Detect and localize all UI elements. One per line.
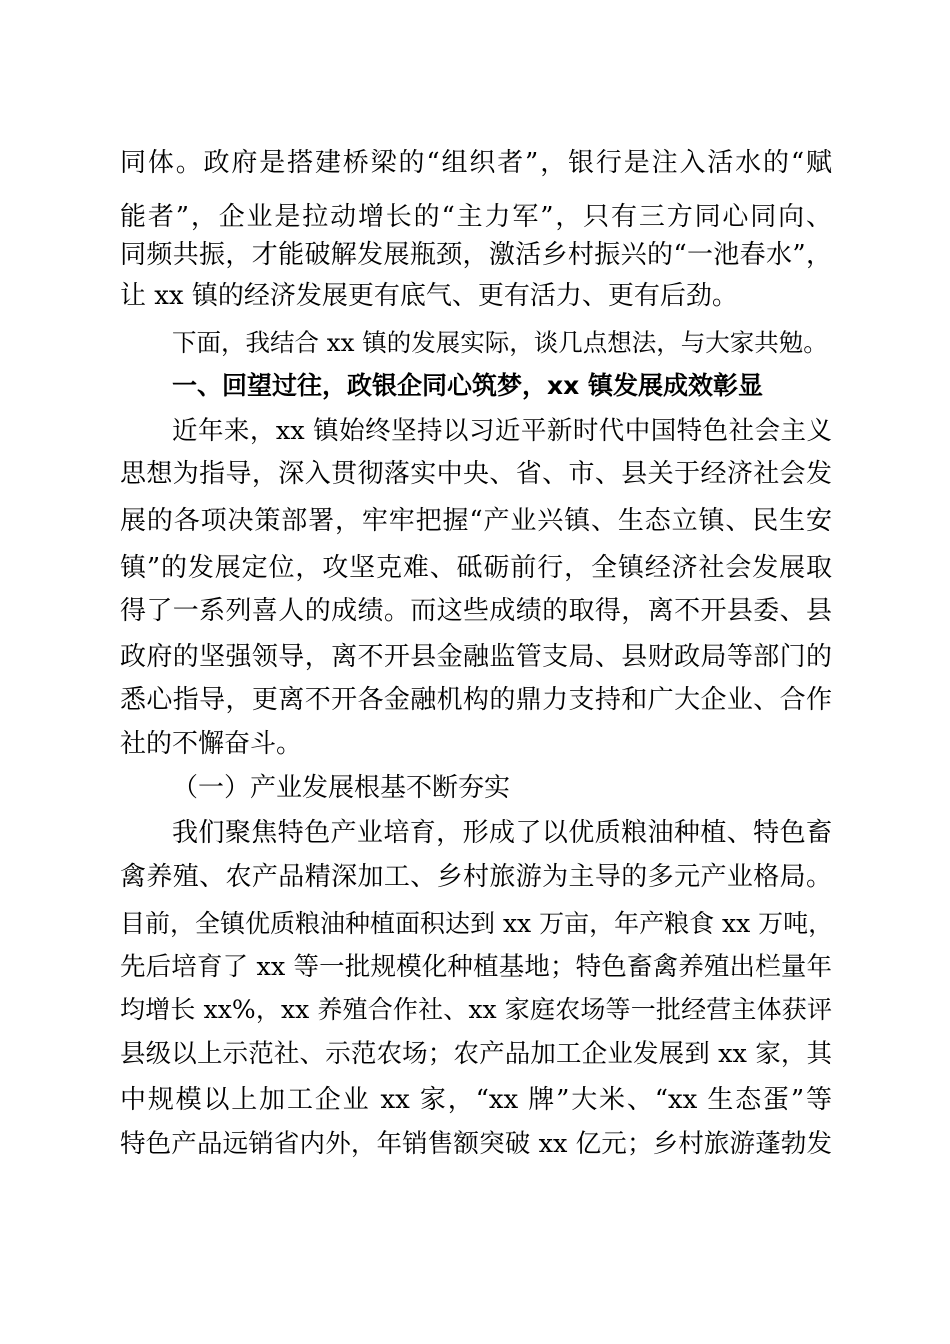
paragraph-line: 展的各项决策部署，牢牢把握“产业兴镇、生态立镇、民生安	[120, 506, 832, 536]
subsection-heading: （一）产业发展根基不断夯实	[172, 773, 511, 803]
paragraph-line: 下面，我结合 xx 镇的发展实际，谈几点想法，与大家共勉。	[172, 328, 828, 357]
paragraph-line: 我们聚焦特色产业培育，形成了以优质粮油种植、特色畜	[172, 818, 832, 848]
paragraph-line: 县级以上示范社、示范农场；农产品加工企业发展到 xx 家，其	[120, 1039, 832, 1069]
paragraph-line: 先后培育了 xx 等一批规模化种植基地；特色畜禽养殖出栏量年	[120, 952, 832, 982]
paragraph-line: 目前，全镇优质粮油种植面积达到 xx 万亩，年产粮食 xx 万吨，	[120, 909, 834, 938]
paragraph-line: 同频共振，才能破解发展瓶颈，激活乡村振兴的“一池春水”，	[120, 240, 832, 270]
paragraph-line: 能者”，企业是拉动增长的“主力军”，只有三方同心同向、	[120, 202, 832, 232]
paragraph-line: 中规模以上加工企业 xx 家，“xx 牌”大米、“xx 生态蛋”等	[120, 1085, 832, 1115]
paragraph-line: 同体。政府是搭建桥梁的“组织者”，银行是注入活水的“赋	[120, 148, 832, 178]
section-heading: 一、回望过往，政银企同心筑梦，xx 镇发展成效彰显	[172, 371, 763, 400]
paragraph-line: 让 xx 镇的经济发展更有底气、更有活力、更有后劲。	[120, 281, 738, 311]
paragraph-line: 近年来，xx 镇始终坚持以习近平新时代中国特色社会主义	[172, 416, 832, 446]
paragraph-line: 特色产品远销省内外，年销售额突破 xx 亿元；乡村旅游蓬勃发	[120, 1129, 832, 1159]
paragraph-line: 政府的坚强领导，离不开县金融监管支局、县财政局等部门的	[120, 642, 832, 672]
paragraph-line: 思想为指导，深入贯彻落实中央、省、市、县关于经济社会发	[120, 459, 832, 489]
paragraph-line: 镇”的发展定位，攻坚克难、砥砺前行，全镇经济社会发展取	[120, 553, 832, 583]
paragraph-line: 社的不懈奋斗。	[120, 729, 303, 759]
paragraph-line: 均增长 xx%，xx 养殖合作社、xx 家庭农场等一批经营主体获评	[120, 995, 832, 1024]
paragraph-line: 禽养殖、农产品精深加工、乡村旅游为主导的多元产业格局。	[120, 862, 832, 892]
paragraph-line: 得了一系列喜人的成绩。而这些成绩的取得，离不开县委、县	[120, 596, 832, 626]
paragraph-line: 悉心指导，更离不开各金融机构的鼎力支持和广大企业、合作	[120, 685, 832, 715]
